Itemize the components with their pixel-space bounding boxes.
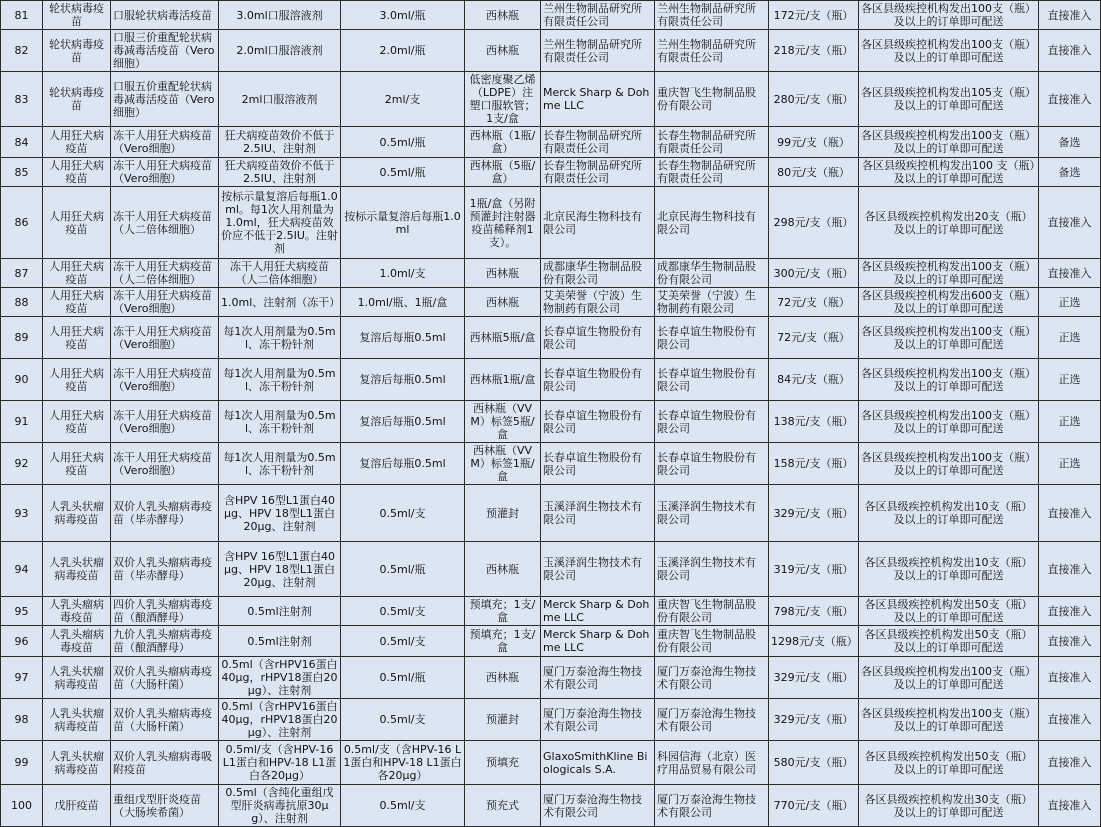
- vaccine-category: 人用狂犬病疫苗: [43, 127, 111, 158]
- manufacturer: 长春卓谊生物股份有限公司: [541, 359, 655, 401]
- row-number: 88: [1, 288, 43, 317]
- vaccine-category: 人用狂犬病疫苗: [43, 187, 111, 259]
- delivery-terms: 各区县级疾控机构发出30支（瓶）及以上的订单即可配送: [859, 785, 1039, 827]
- manufacturer: Merck Sharp & Dohme LLC: [541, 626, 655, 657]
- vaccine-name: 冻干人用狂犬病疫苗（Vero细胞）: [111, 443, 219, 485]
- packaging: 预灌封: [465, 485, 541, 542]
- row-number: 98: [1, 699, 43, 741]
- access-status: 直接准入: [1039, 657, 1101, 699]
- vaccine-category: 人用狂犬病疫苗: [43, 401, 111, 443]
- distributor: 厦门万泰沧海生物技术有限公司: [655, 785, 769, 827]
- vaccine-category: 人乳头状瘤病毒疫苗: [43, 657, 111, 699]
- distributor: 重庆智飞生物制品股份有限公司: [655, 626, 769, 657]
- vaccine-name: 重组戊型肝炎疫苗（大肠埃希菌）: [111, 785, 219, 827]
- price: 329元/支（瓶）: [769, 657, 859, 699]
- vaccine-name: 双价人乳头瘤病毒疫苗（大肠杆菌）: [111, 657, 219, 699]
- row-number: 94: [1, 542, 43, 597]
- delivery-terms: 各区县级疾控机构发出100支（瓶）及以上的订单即可配送: [859, 259, 1039, 288]
- delivery-terms: 各区县级疾控机构发出100支（瓶）及以上的订单即可配送: [859, 657, 1039, 699]
- price: 84元/支（瓶）: [769, 359, 859, 401]
- delivery-terms: 各区县级疾控机构发出10支（瓶）及以上的订单即可配送: [859, 542, 1039, 597]
- table-row: [1, 158, 1101, 187]
- delivery-terms: 各区县级疾控机构发出600支（瓶）及以上的订单即可配送: [859, 288, 1039, 317]
- dosage: 按标示量复溶后每瓶1.0ml: [341, 187, 465, 259]
- table-row: [1, 401, 1101, 443]
- vaccine-category: 人用狂犬病疫苗: [43, 259, 111, 288]
- row-number: 91: [1, 401, 43, 443]
- packaging: 低密度聚乙烯（LDPE）注塑口服软管；1支/盒: [465, 72, 541, 127]
- manufacturer: 玉溪泽润生物技术有限公司: [541, 542, 655, 597]
- row-number: 82: [1, 30, 43, 72]
- dosage: 0.5ml/支: [341, 597, 465, 626]
- row-number: 97: [1, 657, 43, 699]
- dosage: 1.0ml/瓶、1瓶/盒: [341, 288, 465, 317]
- vaccine-category: 人用狂犬病疫苗: [43, 317, 111, 359]
- vaccine-name: 口服轮状病毒活疫苗: [111, 1, 219, 30]
- delivery-terms: 各区县级疾控机构发出50支（瓶）及以上的订单即可配送: [859, 741, 1039, 785]
- manufacturer: 厦门万泰沧海生物技术有限公司: [541, 657, 655, 699]
- vaccine-category: 轮状病毒疫苗: [43, 72, 111, 127]
- vaccine-name: 九价人乳头瘤病毒疫苗（酿酒酵母）: [111, 626, 219, 657]
- manufacturer: 长春卓谊生物股份有限公司: [541, 317, 655, 359]
- vaccine-category: 轮状病毒疫苗: [43, 30, 111, 72]
- vaccine-category: 人乳头状瘤病毒疫苗: [43, 485, 111, 542]
- manufacturer: 厦门万泰沧海生物技术有限公司: [541, 699, 655, 741]
- packaging: 西林瓶1瓶/盒: [465, 359, 541, 401]
- packaging: 预灌封: [465, 699, 541, 741]
- distributor: 厦门万泰沧海生物技术有限公司: [655, 657, 769, 699]
- row-number: 92: [1, 443, 43, 485]
- access-status: 直接准入: [1039, 626, 1101, 657]
- distributor: 长春卓谊生物股份有限公司: [655, 317, 769, 359]
- price: 319元/支（瓶）: [769, 542, 859, 597]
- price: 798元/支（瓶）: [769, 597, 859, 626]
- packaging: 西林瓶: [465, 1, 541, 30]
- packaging: 西林瓶: [465, 542, 541, 597]
- row-number: 100: [1, 785, 43, 827]
- vaccine-name: 双价人乳头瘤病毒疫苗（毕赤酵母）: [111, 485, 219, 542]
- vaccine-name: 冻干人用狂犬病疫苗（人二倍体细胞）: [111, 259, 219, 288]
- packaging: 预填充；1支/盒: [465, 597, 541, 626]
- specification: 狂犬病疫苗效价不低于2.5IU、注射剂: [219, 158, 341, 187]
- dosage: 0.5ml/瓶: [341, 158, 465, 187]
- vaccine-name: 冻干人用狂犬病疫苗（人二倍体细胞）: [111, 187, 219, 259]
- specification: 每1次人用剂量为0.5ml、冻干粉针剂: [219, 401, 341, 443]
- access-status: 正选: [1039, 359, 1101, 401]
- distributor: 玉溪泽润生物技术有限公司: [655, 542, 769, 597]
- specification: 含HPV 16型L1蛋白40μg、HPV 18型L1蛋白20μg、注射剂: [219, 542, 341, 597]
- specification: 3.0ml口服溶液剂: [219, 1, 341, 30]
- specification: 0.5ml（含rHPV16蛋白40μg，rHPV18蛋白20μg）、注射剂: [219, 699, 341, 741]
- row-number: 93: [1, 485, 43, 542]
- dosage: 复溶后每瓶0.5ml: [341, 401, 465, 443]
- specification: 1.0ml、注射剂（冻干）: [219, 288, 341, 317]
- dosage: 0.5ml/支: [341, 626, 465, 657]
- dosage: 1.0ml/支: [341, 259, 465, 288]
- row-number: 95: [1, 597, 43, 626]
- distributor: 重庆智飞生物制品股份有限公司: [655, 72, 769, 127]
- dosage: 复溶后每瓶0.5ml: [341, 317, 465, 359]
- vaccine-name: 四价人乳头瘤病毒疫苗（酿酒酵母）: [111, 597, 219, 626]
- distributor: 长春卓谊生物股份有限公司: [655, 443, 769, 485]
- manufacturer: GlaxoSmithKline Biologicals S.A.: [541, 741, 655, 785]
- row-number: 81: [1, 1, 43, 30]
- manufacturer: 玉溪泽润生物技术有限公司: [541, 485, 655, 542]
- table-row: [1, 288, 1101, 317]
- vaccine-category: 人乳头状瘤病毒疫苗: [43, 542, 111, 597]
- delivery-terms: 各区县级疾控机构发出100支（瓶）及以上的订单即可配送: [859, 443, 1039, 485]
- specification: 0.5ml/支（含HPV-16 L1蛋白和HPV-18 L1蛋白各20μg）: [219, 741, 341, 785]
- distributor: 北京民海生物科技有限公司: [655, 187, 769, 259]
- table-row: [1, 317, 1101, 359]
- access-status: 直接准入: [1039, 785, 1101, 827]
- table-row: [1, 127, 1101, 158]
- distributor: 艾美荣誉（宁波）生物制药有限公司: [655, 288, 769, 317]
- price: 138元/支（瓶）: [769, 401, 859, 443]
- access-status: 直接准入: [1039, 741, 1101, 785]
- dosage: 0.5ml/支: [341, 485, 465, 542]
- packaging: 西林瓶5瓶/盒: [465, 317, 541, 359]
- access-status: 直接准入: [1039, 30, 1101, 72]
- price: 80元/支（瓶）: [769, 158, 859, 187]
- vaccine-category: 轮状病毒疫苗: [43, 1, 111, 30]
- packaging: 西林瓶: [465, 259, 541, 288]
- manufacturer: 长春生物制品研究所有限责任公司: [541, 158, 655, 187]
- table-row: [1, 443, 1101, 485]
- access-status: 正选: [1039, 443, 1101, 485]
- access-status: 备选: [1039, 158, 1101, 187]
- manufacturer: 长春生物制品研究所有限责任公司: [541, 127, 655, 158]
- specification: 0.5ml注射剂: [219, 626, 341, 657]
- specification: 0.5ml（含纯化重组戊型肝炎病毒抗原30μg）、注射剂: [219, 785, 341, 827]
- packaging: 西林瓶（VVM）标签1瓶/盒: [465, 443, 541, 485]
- vaccine-name: 冻干人用狂犬病疫苗（Vero细胞）: [111, 359, 219, 401]
- dosage: 3.0ml/瓶: [341, 1, 465, 30]
- specification: 每1次人用剂量为0.5ml、冻干粉针剂: [219, 317, 341, 359]
- packaging: 西林瓶: [465, 657, 541, 699]
- table-row: [1, 785, 1101, 827]
- price: 1298元/支（瓶）: [769, 626, 859, 657]
- dosage: 0.5ml/支（含HPV-16 L1蛋白和HPV-18 L1蛋白各20μg）: [341, 741, 465, 785]
- table-row: [1, 542, 1101, 597]
- table-row: [1, 626, 1101, 657]
- manufacturer: Merck Sharp & Dohme LLC: [541, 597, 655, 626]
- table-row: [1, 1, 1101, 30]
- distributor: 兰州生物制品研究所有限责任公司: [655, 1, 769, 30]
- delivery-terms: 各区县级疾控机构发出100支（瓶）及以上的订单即可配送: [859, 30, 1039, 72]
- delivery-terms: 各区县级疾控机构发出100支（瓶）及以上的订单即可配送: [859, 359, 1039, 401]
- row-number: 87: [1, 259, 43, 288]
- delivery-terms: 各区县级疾控机构发出50支（瓶）及以上的订单即可配送: [859, 626, 1039, 657]
- row-number: 96: [1, 626, 43, 657]
- distributor: 科园信海（北京）医疗用品贸易有限公司: [655, 741, 769, 785]
- vaccine-name: 冻干人用狂犬病疫苗（Vero细胞）: [111, 288, 219, 317]
- vaccine-category: 人乳头状瘤病毒疫苗: [43, 699, 111, 741]
- vaccine-name: 冻干人用狂犬病疫苗（Vero细胞）: [111, 401, 219, 443]
- vaccine-name: 口服五价重配轮状病毒减毒活疫苗（Vero细胞）: [111, 72, 219, 127]
- access-status: 直接准入: [1039, 542, 1101, 597]
- row-number: 86: [1, 187, 43, 259]
- specification: 每1次人用剂量为0.5ml、冻干粉针剂: [219, 359, 341, 401]
- packaging: 西林瓶（VVM）标签5瓶/盒: [465, 401, 541, 443]
- manufacturer: 长春卓谊生物股份有限公司: [541, 401, 655, 443]
- dosage: 0.5ml/支: [341, 699, 465, 741]
- table-row: [1, 259, 1101, 288]
- specification: 狂犬病疫苗效价不低于2.5IU、注射剂: [219, 127, 341, 158]
- vaccine-name: 双价人乳头瘤病毒吸附疫苗: [111, 741, 219, 785]
- delivery-terms: 各区县级疾控机构发出105支（瓶）及以上的订单即可配送: [859, 72, 1039, 127]
- table-row: [1, 741, 1101, 785]
- price: 298元/支（瓶）: [769, 187, 859, 259]
- manufacturer: 艾美荣誉（宁波）生物制药有限公司: [541, 288, 655, 317]
- vaccine-name: 冻干人用狂犬病疫苗（Vero细胞）: [111, 317, 219, 359]
- dosage: 0.5ml/瓶: [341, 657, 465, 699]
- packaging: 西林瓶: [465, 288, 541, 317]
- distributor: 兰州生物制品研究所有限责任公司: [655, 30, 769, 72]
- dosage: 0.5ml/瓶: [341, 542, 465, 597]
- price: 770元/支（瓶）: [769, 785, 859, 827]
- vaccine-name: 口服三价重配轮状病毒减毒活疫苗（Vero细胞）: [111, 30, 219, 72]
- delivery-terms: 各区县级疾控机构发出100支（瓶）及以上的订单即可配送: [859, 1, 1039, 30]
- access-status: 备选: [1039, 127, 1101, 158]
- vaccine-name: 冻干人用狂犬病疫苗（Vero细胞）: [111, 158, 219, 187]
- access-status: 直接准入: [1039, 259, 1101, 288]
- access-status: 直接准入: [1039, 699, 1101, 741]
- dosage: 2ml/支: [341, 72, 465, 127]
- specification: 每1次人用剂量为0.5ml、冻干粉针剂: [219, 443, 341, 485]
- delivery-terms: 各区县级疾控机构发出100 支（瓶）及以上的订单即可配送: [859, 158, 1039, 187]
- access-status: 直接准入: [1039, 187, 1101, 259]
- price: 99元/支（瓶）: [769, 127, 859, 158]
- row-number: 89: [1, 317, 43, 359]
- access-status: 直接准入: [1039, 1, 1101, 30]
- access-status: 直接准入: [1039, 597, 1101, 626]
- packaging: 预填充: [465, 741, 541, 785]
- dosage: 0.5ml/支: [341, 785, 465, 827]
- manufacturer: 成都康华生物制品股份有限公司: [541, 259, 655, 288]
- price: 72元/支（瓶）: [769, 288, 859, 317]
- vaccine-category: 人用狂犬病疫苗: [43, 443, 111, 485]
- table-row: [1, 485, 1101, 542]
- row-number: 84: [1, 127, 43, 158]
- access-status: 直接准入: [1039, 72, 1101, 127]
- price: 329元/支（瓶）: [769, 699, 859, 741]
- price: 72元/支（瓶）: [769, 317, 859, 359]
- specification: 2ml口服溶液剂: [219, 72, 341, 127]
- vaccine-category: 人用狂犬病疫苗: [43, 158, 111, 187]
- specification: 0.5ml（含rHPV16蛋白40μg，rHPV18蛋白20μg）、注射剂: [219, 657, 341, 699]
- packaging: 西林瓶: [465, 30, 541, 72]
- distributor: 长春卓谊生物股份有限公司: [655, 401, 769, 443]
- price: 172元/支（瓶）: [769, 1, 859, 30]
- packaging: 西林瓶（1瓶/盒）: [465, 127, 541, 158]
- vaccine-category: 人用狂犬病疫苗: [43, 288, 111, 317]
- table-row: [1, 359, 1101, 401]
- dosage: 复溶后每瓶0.5ml: [341, 359, 465, 401]
- vaccine-category: 人乳头状瘤病毒疫苗: [43, 741, 111, 785]
- manufacturer: 长春卓谊生物股份有限公司: [541, 443, 655, 485]
- delivery-terms: 各区县级疾控机构发出100支（瓶）及以上的订单即可配送: [859, 317, 1039, 359]
- table-row: [1, 597, 1101, 626]
- access-status: 直接准入: [1039, 485, 1101, 542]
- packaging: 1瓶/盒（另附预灌封注射器疫苗稀释剂1支）。: [465, 187, 541, 259]
- price: 280元/支（瓶）: [769, 72, 859, 127]
- distributor: 厦门万泰沧海生物技术有限公司: [655, 699, 769, 741]
- price: 218元/支（瓶）: [769, 30, 859, 72]
- packaging: 预充式: [465, 785, 541, 827]
- price: 158元/支（瓶）: [769, 443, 859, 485]
- vaccine-category: 人用狂犬病疫苗: [43, 359, 111, 401]
- distributor: 玉溪泽润生物技术有限公司: [655, 485, 769, 542]
- manufacturer: 北京民海生物科技有限公司: [541, 187, 655, 259]
- delivery-terms: 各区县级疾控机构发出100支（瓶）及以上的订单即可配送: [859, 401, 1039, 443]
- price: 329元/支（瓶）: [769, 485, 859, 542]
- delivery-terms: 各区县级疾控机构发出20支（瓶）及以上的订单即可配送: [859, 187, 1039, 259]
- row-number: 83: [1, 72, 43, 127]
- distributor: 成都康华生物制品股份有限公司: [655, 259, 769, 288]
- dosage: 0.5ml/瓶: [341, 127, 465, 158]
- distributor: 长春生物制品研究所有限责任公司: [655, 158, 769, 187]
- vaccine-name: 双价人乳头瘤病毒疫苗（大肠杆菌）: [111, 699, 219, 741]
- vaccine-category: 人乳头瘤病毒疫苗: [43, 597, 111, 626]
- manufacturer: Merck Sharp & Dohme LLC: [541, 72, 655, 127]
- manufacturer: 厦门万泰沧海生物技术有限公司: [541, 785, 655, 827]
- distributor: 重庆智飞生物制品股份有限公司: [655, 597, 769, 626]
- specification: 2.0ml口服溶液剂: [219, 30, 341, 72]
- packaging: 西林瓶（5瓶/盒）: [465, 158, 541, 187]
- delivery-terms: 各区县级疾控机构发出100支（瓶）及以上的订单即可配送: [859, 699, 1039, 741]
- vaccine-category: 戊肝疫苗: [43, 785, 111, 827]
- delivery-terms: 各区县级疾控机构发出50支（瓶）及以上的订单即可配送: [859, 597, 1039, 626]
- access-status: 正选: [1039, 317, 1101, 359]
- table-row: [1, 657, 1101, 699]
- table-row: [1, 699, 1101, 741]
- price: 580元/支（瓶）: [769, 741, 859, 785]
- table-row: [1, 72, 1101, 127]
- distributor: 长春生物制品研究所有限责任公司: [655, 127, 769, 158]
- vaccine-name: 冻干人用狂犬病疫苗（Vero细胞）: [111, 127, 219, 158]
- delivery-terms: 各区县级疾控机构发出100支（瓶）及以上的订单即可配送: [859, 127, 1039, 158]
- dosage: 2.0ml/瓶: [341, 30, 465, 72]
- specification: 0.5ml注射剂: [219, 597, 341, 626]
- delivery-terms: 各区县级疾控机构发出10支（瓶）及以上的订单即可配送: [859, 485, 1039, 542]
- table-row: [1, 30, 1101, 72]
- price: 300元/支（瓶）: [769, 259, 859, 288]
- vaccine-category: 人乳头瘤病毒疫苗: [43, 626, 111, 657]
- manufacturer: 兰州生物制品研究所有限责任公司: [541, 30, 655, 72]
- dosage: 复溶后每瓶0.5ml: [341, 443, 465, 485]
- table-row: [1, 187, 1101, 259]
- specification: 按标示量复溶后每瓶1.0ml。每1次人用剂量为1.0ml，狂犬病疫苗效价应不低于2.5IU。注射剂: [219, 187, 341, 259]
- manufacturer: 兰州生物制品研究所有限责任公司: [541, 1, 655, 30]
- vaccine-name: 双价人乳头瘤病毒疫苗（毕赤酵母）: [111, 542, 219, 597]
- specification: 冻干人用狂犬病疫苗（人二倍体细胞）: [219, 259, 341, 288]
- specification: 含HPV 16型L1蛋白40μg、HPV 18型L1蛋白20μg、注射剂: [219, 485, 341, 542]
- packaging: 预填充；1支/盒: [465, 626, 541, 657]
- access-status: 正选: [1039, 401, 1101, 443]
- access-status: 正选: [1039, 288, 1101, 317]
- row-number: 99: [1, 741, 43, 785]
- distributor: 长春卓谊生物股份有限公司: [655, 359, 769, 401]
- row-number: 90: [1, 359, 43, 401]
- row-number: 85: [1, 158, 43, 187]
